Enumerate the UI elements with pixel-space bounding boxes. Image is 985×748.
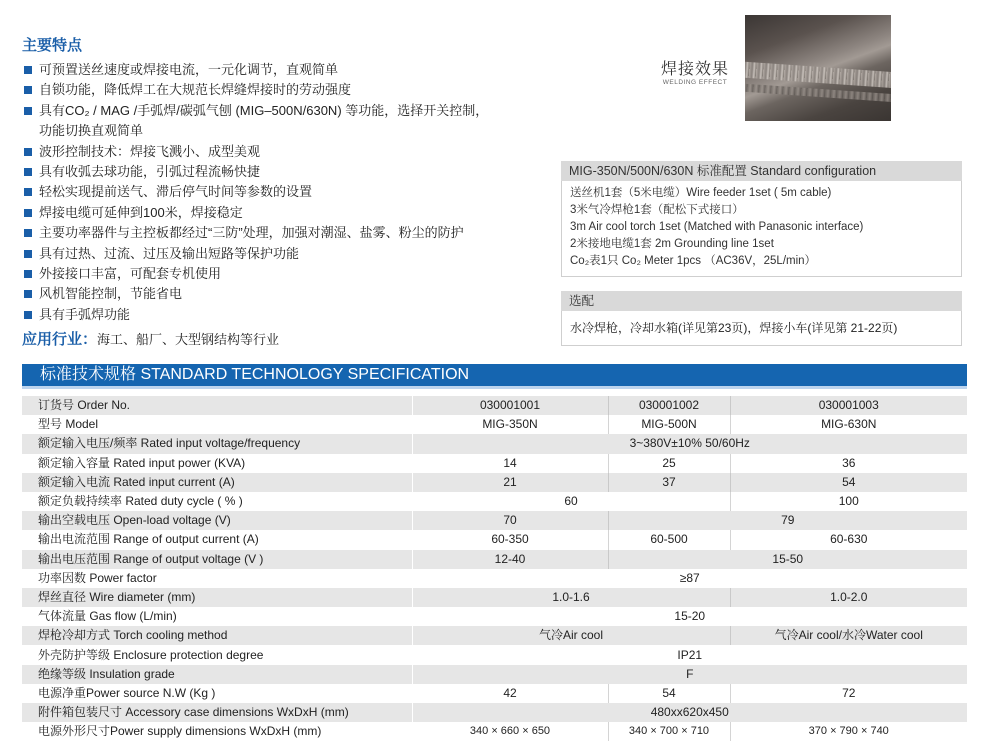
table-row bbox=[22, 588, 967, 607]
table-row bbox=[22, 511, 967, 530]
spec-value: 72 bbox=[730, 684, 967, 703]
spec-label: 订货号 Order No. bbox=[22, 396, 412, 415]
table-row bbox=[22, 434, 967, 453]
spec-label: 型号 Model bbox=[22, 415, 412, 434]
config-line: 送丝机1套（5米电缆）Wire feeder 1set ( 5m cable) bbox=[570, 187, 832, 199]
spec-value: 气冷Air cool/水冷Water cool bbox=[730, 626, 967, 645]
square-bullet-icon bbox=[24, 229, 32, 237]
spec-value: 480xx620x450 bbox=[412, 703, 967, 722]
spec-table bbox=[22, 396, 967, 741]
spec-value: 36 bbox=[730, 454, 967, 473]
feature-item bbox=[22, 264, 562, 284]
spec-value: 030001002 bbox=[608, 396, 730, 415]
spec-value: ≥87 bbox=[412, 569, 967, 588]
feature-text: 自锁功能，降低焊工在大规范长焊缝焊接时的劳动强度 bbox=[39, 82, 352, 98]
spec-value: 030001001 bbox=[412, 396, 608, 415]
spec-value: 340 × 660 × 650 bbox=[412, 722, 608, 741]
square-bullet-icon bbox=[24, 148, 32, 156]
spec-value: 25 bbox=[608, 454, 730, 473]
spec-label: 绝缘等级 Insulation grade bbox=[22, 665, 412, 684]
optional-title: 选配 bbox=[561, 291, 962, 311]
spec-value: 54 bbox=[608, 684, 730, 703]
square-bullet-icon bbox=[24, 250, 32, 258]
table-row bbox=[22, 626, 967, 645]
feature-text: 焊接电缆可延伸到100米，焊接稳定 bbox=[39, 204, 243, 220]
feature-text: 风机智能控制，节能省电 bbox=[39, 286, 183, 302]
feature-text: 具有CO₂ / MAG /手弧焊/碳弧气刨 (MIG–500N/630N) 等功能，选择开关控制， bbox=[39, 102, 489, 118]
feature-text: 具有过热、过流、过压及输出短路等保护功能 bbox=[39, 245, 300, 261]
table-row bbox=[22, 684, 967, 703]
spec-label: 输出电压范围 Range of output voltage (V ) bbox=[22, 550, 412, 569]
table-row bbox=[22, 396, 967, 415]
spec-value: F bbox=[412, 665, 967, 684]
spec-value: 60-350 bbox=[412, 530, 608, 549]
square-bullet-icon bbox=[24, 290, 32, 298]
feature-list bbox=[22, 60, 562, 325]
industry-label: 应用行业： bbox=[22, 331, 98, 349]
feature-text: 轻松实现提前送气、滞后停气时间等参数的设置 bbox=[39, 184, 313, 200]
table-row bbox=[22, 454, 967, 473]
industry-value: 海工、船厂、大型钢结构等行业 bbox=[97, 332, 280, 348]
square-bullet-icon bbox=[24, 66, 32, 74]
features-title: 主要特点 bbox=[22, 37, 83, 54]
spec-label: 电源净重Power source N.W (Kg ) bbox=[22, 684, 412, 703]
table-row bbox=[22, 473, 967, 492]
optional-box bbox=[561, 291, 962, 346]
feature-text: 功能切换直观简单 bbox=[39, 123, 144, 139]
feature-item bbox=[22, 162, 562, 182]
features-section bbox=[22, 34, 562, 349]
square-bullet-icon bbox=[24, 168, 32, 176]
feature-item bbox=[22, 305, 562, 325]
feature-item bbox=[22, 203, 562, 223]
spec-value: 12-40 bbox=[412, 550, 608, 569]
spec-label: 输出空载电压 Open-load voltage (V) bbox=[22, 511, 412, 530]
feature-text: 具有手弧焊功能 bbox=[39, 306, 131, 322]
spec-value: 42 bbox=[412, 684, 608, 703]
table-row bbox=[22, 703, 967, 722]
spec-value: 1.0-2.0 bbox=[730, 588, 967, 607]
table-row bbox=[22, 550, 967, 569]
industry-line bbox=[22, 328, 562, 349]
feature-item bbox=[22, 223, 562, 243]
spec-header-underline bbox=[22, 386, 967, 389]
table-row bbox=[22, 492, 967, 511]
spec-label: 额定输入容量 Rated input power (KVA) bbox=[22, 454, 412, 473]
square-bullet-icon bbox=[24, 188, 32, 196]
spec-value: 14 bbox=[412, 454, 608, 473]
feature-item bbox=[22, 80, 562, 100]
config-line: 2米接地电缆1套 2m Grounding line 1set bbox=[570, 238, 774, 250]
feature-text: 具有收弧去球功能，引弧过程流畅快捷 bbox=[39, 164, 261, 180]
config-line: 3米气冷焊枪1套（配松下式接口） bbox=[570, 204, 744, 216]
feature-item bbox=[22, 142, 562, 162]
feature-text: 可预置送丝速度或焊接电流，一元化调节，直观简单 bbox=[39, 62, 339, 77]
spec-label: 额定负载持续率 Rated duty cycle ( % ) bbox=[22, 492, 412, 511]
table-row bbox=[22, 665, 967, 684]
feature-item bbox=[22, 244, 562, 264]
table-row bbox=[22, 607, 967, 626]
square-bullet-icon bbox=[24, 86, 32, 94]
spec-value: MIG-630N bbox=[730, 415, 967, 434]
table-row bbox=[22, 415, 967, 434]
welding-effect-label bbox=[655, 56, 735, 86]
spec-label: 功率因数 Power factor bbox=[22, 569, 412, 588]
table-row bbox=[22, 569, 967, 588]
square-bullet-icon bbox=[24, 311, 32, 319]
table-row bbox=[22, 645, 967, 664]
spec-label: 额定输入电流 Rated input current (A) bbox=[22, 473, 412, 492]
spec-value: 15-50 bbox=[608, 550, 967, 569]
spec-value: 70 bbox=[412, 511, 608, 530]
spec-value: 60-630 bbox=[730, 530, 967, 549]
feature-item bbox=[22, 101, 562, 142]
feature-item bbox=[22, 60, 562, 80]
spec-value: 100 bbox=[730, 492, 967, 511]
welding-effect-cn: 焊接效果 bbox=[660, 61, 729, 78]
feature-item bbox=[22, 284, 562, 304]
square-bullet-icon bbox=[24, 209, 32, 217]
spec-label: 输出电流范围 Range of output current (A) bbox=[22, 530, 412, 549]
config-line: Co₂表1只 Co₂ Meter 1pcs （AC36V，25L/min） bbox=[570, 255, 817, 267]
spec-value: 370 × 790 × 740 bbox=[730, 722, 967, 741]
spec-value: 54 bbox=[730, 473, 967, 492]
spec-value: 气冷Air cool bbox=[412, 626, 730, 645]
spec-value: 030001003 bbox=[730, 396, 967, 415]
spec-label: 外壳防护等级 Enclosure protection degree bbox=[22, 645, 412, 664]
spec-value: MIG-350N bbox=[412, 415, 608, 434]
square-bullet-icon bbox=[24, 107, 32, 115]
welding-effect-photo bbox=[745, 15, 891, 121]
table-row bbox=[22, 530, 967, 549]
spec-table-body bbox=[22, 396, 967, 741]
optional-text: 水冷焊枪，冷却水箱(详见第23页)，焊接小车(详见第 21-22页) bbox=[561, 311, 962, 346]
standard-config-title: MIG-350N/500N/630N 标准配置 Standard configuration bbox=[561, 161, 962, 181]
spec-value: 3~380V±10% 50/60Hz bbox=[412, 434, 967, 453]
spec-label: 附件箱包装尺寸 Accessory case dimensions WxDxH (mm) bbox=[22, 703, 412, 722]
spec-value: 79 bbox=[608, 511, 967, 530]
spec-value: 37 bbox=[608, 473, 730, 492]
feature-text: 外接接口丰富，可配套专机使用 bbox=[39, 266, 222, 282]
spec-value: IP21 bbox=[412, 645, 967, 664]
spec-label: 气体流量 Gas flow (L/min) bbox=[22, 607, 412, 626]
feature-text: 主要功率器件与主控板都经过“三防”处理，加强对潮湿、盐雾、粉尘的防护 bbox=[39, 225, 464, 241]
spec-value: 60 bbox=[412, 492, 730, 511]
standard-config-body bbox=[561, 181, 962, 277]
feature-item bbox=[22, 182, 562, 202]
spec-value: 15-20 bbox=[412, 607, 967, 626]
spec-label: 焊丝直径 Wire diameter (mm) bbox=[22, 588, 412, 607]
config-line: 3m Air cool torch 1set (Matched with Panasonic interface) bbox=[570, 221, 864, 233]
spec-value: 60-500 bbox=[608, 530, 730, 549]
spec-header: 标准技术规格 STANDARD TECHNOLOGY SPECIFICATION bbox=[22, 364, 967, 386]
spec-value: 340 × 700 × 710 bbox=[608, 722, 730, 741]
table-row bbox=[22, 722, 967, 741]
spec-label: 焊枪冷却方式 Torch cooling method bbox=[22, 626, 412, 645]
spec-value: MIG-500N bbox=[608, 415, 730, 434]
welding-effect-en: WELDING EFFECT bbox=[662, 79, 728, 86]
spec-value: 21 bbox=[412, 473, 608, 492]
feature-text: 波形控制技术：焊接飞溅小、成型美观 bbox=[39, 143, 261, 159]
spec-label: 额定输入电压/频率 Rated input voltage/frequency bbox=[22, 434, 412, 453]
standard-config-box bbox=[561, 161, 962, 277]
spec-label: 电源外形尺寸Power supply dimensions WxDxH (mm) bbox=[22, 722, 412, 741]
square-bullet-icon bbox=[24, 270, 32, 278]
spec-value: 1.0-1.6 bbox=[412, 588, 730, 607]
